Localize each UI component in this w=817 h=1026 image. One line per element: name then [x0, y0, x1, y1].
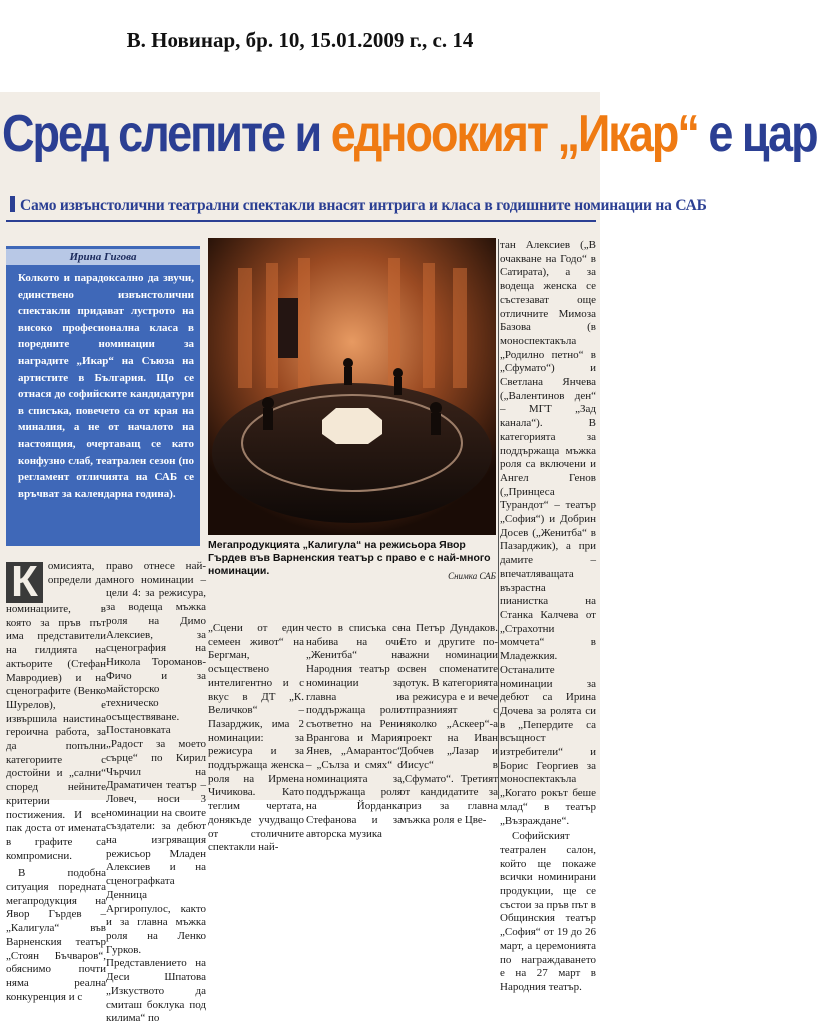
- newspaper-clipping: [0, 92, 817, 1025]
- column-4: често в списъка се набива на очи „Женитба“ на Народния театър с номинации за главна и поддържаща роли съответно на Рени Врангова и Мария Янев, „Амарантос“ – „Cълза и смях“ с номинацията за поддържаща роля на Йорданка Стефанова и за авторска музика: [306, 622, 402, 840]
- column-2: право отнесе най-много номинации – цели 4: за режисура, за водеща мъжка роля на Димо Алексиев, за сценография на Никола Тороманов-Фичо и за майсторско техническо осъществяване. Постановката „Радост за моето сърце“ по Кирил Чърчил на Драматичен театър – Ловеч, носи 3 номинации на своите създатели: за дебют на изгряващия режисьор Младен Алексиев и на сценографката Денница Аргиропулос, както и за главна мъжка роля на Ленко Гурков. Представлението на Деси Шпатова „Изкуството да смиташ боклука под килима“ по: [106, 560, 206, 1025]
- column-1-text: омисията, определи да номинациите, в която за пръв път има представители на гилдията на актьорите (Стефан Мавродиев) и на сценографите (Венко Шурелов), е извършила наистина героична работа, за да попълни категориите с достойни и „сални“ според нейните критерии постижения. И все пак доста от имената в графите са компромисни.: [6, 560, 106, 862]
- headline-part-3: е цар: [697, 104, 817, 163]
- column-separator: [498, 239, 499, 799]
- subheadline-text: Само извънстолични театрални спектакли внасят интрига и класа в годишните номинации на САБ: [20, 197, 707, 214]
- column-6: [500, 239, 596, 995]
- photo-credit: Снимка САБ: [448, 571, 496, 581]
- column-6-paragraph-2: Софийският театрален салон, който ще покаже всички номинирани продукции, ще се състои за пръв път в Общинския театър „София“ от 19 до 26 март, а церемонията по награждаването е на 27 март в Народния театър.: [500, 830, 596, 993]
- divider-rule: [6, 220, 596, 222]
- subheadline: [10, 196, 707, 215]
- drop-cap: К: [6, 562, 43, 603]
- column-1: [6, 557, 106, 1004]
- column-5: на Петър Дундаков. Ето и другите по-важни номинации освен споменатите дотук. В категорията за режисура е и вече отпразнияят с няколко „Аскеер“-а проект на Иван Добчев „Лазар и Иисус“ в „Сфумато“. Третият от кандидатите за приз за главна мъжка роля е Цве-: [400, 622, 498, 826]
- article-photo: [208, 238, 496, 535]
- author-byline: Ирина Гигова: [6, 249, 200, 265]
- headline: [2, 104, 817, 164]
- column-3: „Сцени от един семеен живот“ на Бергман, осъществено интелигентно и с вкус в ДТ „К. Величков“ – Пазарджик, има 2 номинации: за режисура и за поддържаща женска роля на Ирмена Чичикова. Като теглим чертата, донякъде учудващо от столичните спектакли най-: [208, 622, 304, 854]
- headline-part-2: едноокият „Икар“: [330, 104, 698, 163]
- column-1-paragraph-2: В подобна ситуация поредната мегапродукция на Явор Гърдев – „Калигула“ във Варненския театър „Стоян Бъчваров“, обяснимо почти няма реална конкуренция и с: [6, 867, 106, 1003]
- photo-caption: Мегапродукцията „Калигула“ на режисьора Явор Гърдев във Варненския театър с право е с най-много номинации.: [208, 539, 491, 577]
- lead-paragraph: Колкото и парадоксално да звучи, единствено извънстолични спектакли придават лустрото на високо професионална класа в поредните номинации за наградите „Икар“ на Съюза на артистите в България. Що се отнася до софийските кандидатури в списъка, повечето са от края на миналия, а не от началото на настоящия, очертаващ се като конфузно слаб, театрален сезон (по регламент отличията на САБ се връчват за календарна година).: [18, 272, 194, 500]
- subheadline-bar: [10, 196, 15, 212]
- headline-part-1: Сред слепите и: [2, 104, 331, 163]
- source-line: В. Новинар, бр. 10, 15.01.2009 г., с. 14: [126, 28, 474, 52]
- column-6-text: тан Алексиев („В очакване на Годо“ в Сатирата), а за водеща женска се състезават още отличните Мимоза Базова (в моноспектакъла „Родилно петно“ в „Сфумато“) и Светлана Янчева („Валентинов ден“ – МГТ „Зад канала“). В категорията за поддържаща мъжка роля са включени и Ангел Генов („Принцеса Турандот“ – театър „София“) и Добрин Досев („Женитба“ в Пазарджик), а при дамите – впечатляващата възрастна пианистка на Станка Калчева от „Страхотни момчета“ в Младежкия. Останалите номинации за дебют са Ирина Дочева за ролята си в „Пепердите са всъщност изтребители“ и Борис Георгиев за моноспектакъла „Когато рокът беше млад“ в театър „Възраждане“.: [500, 239, 596, 827]
